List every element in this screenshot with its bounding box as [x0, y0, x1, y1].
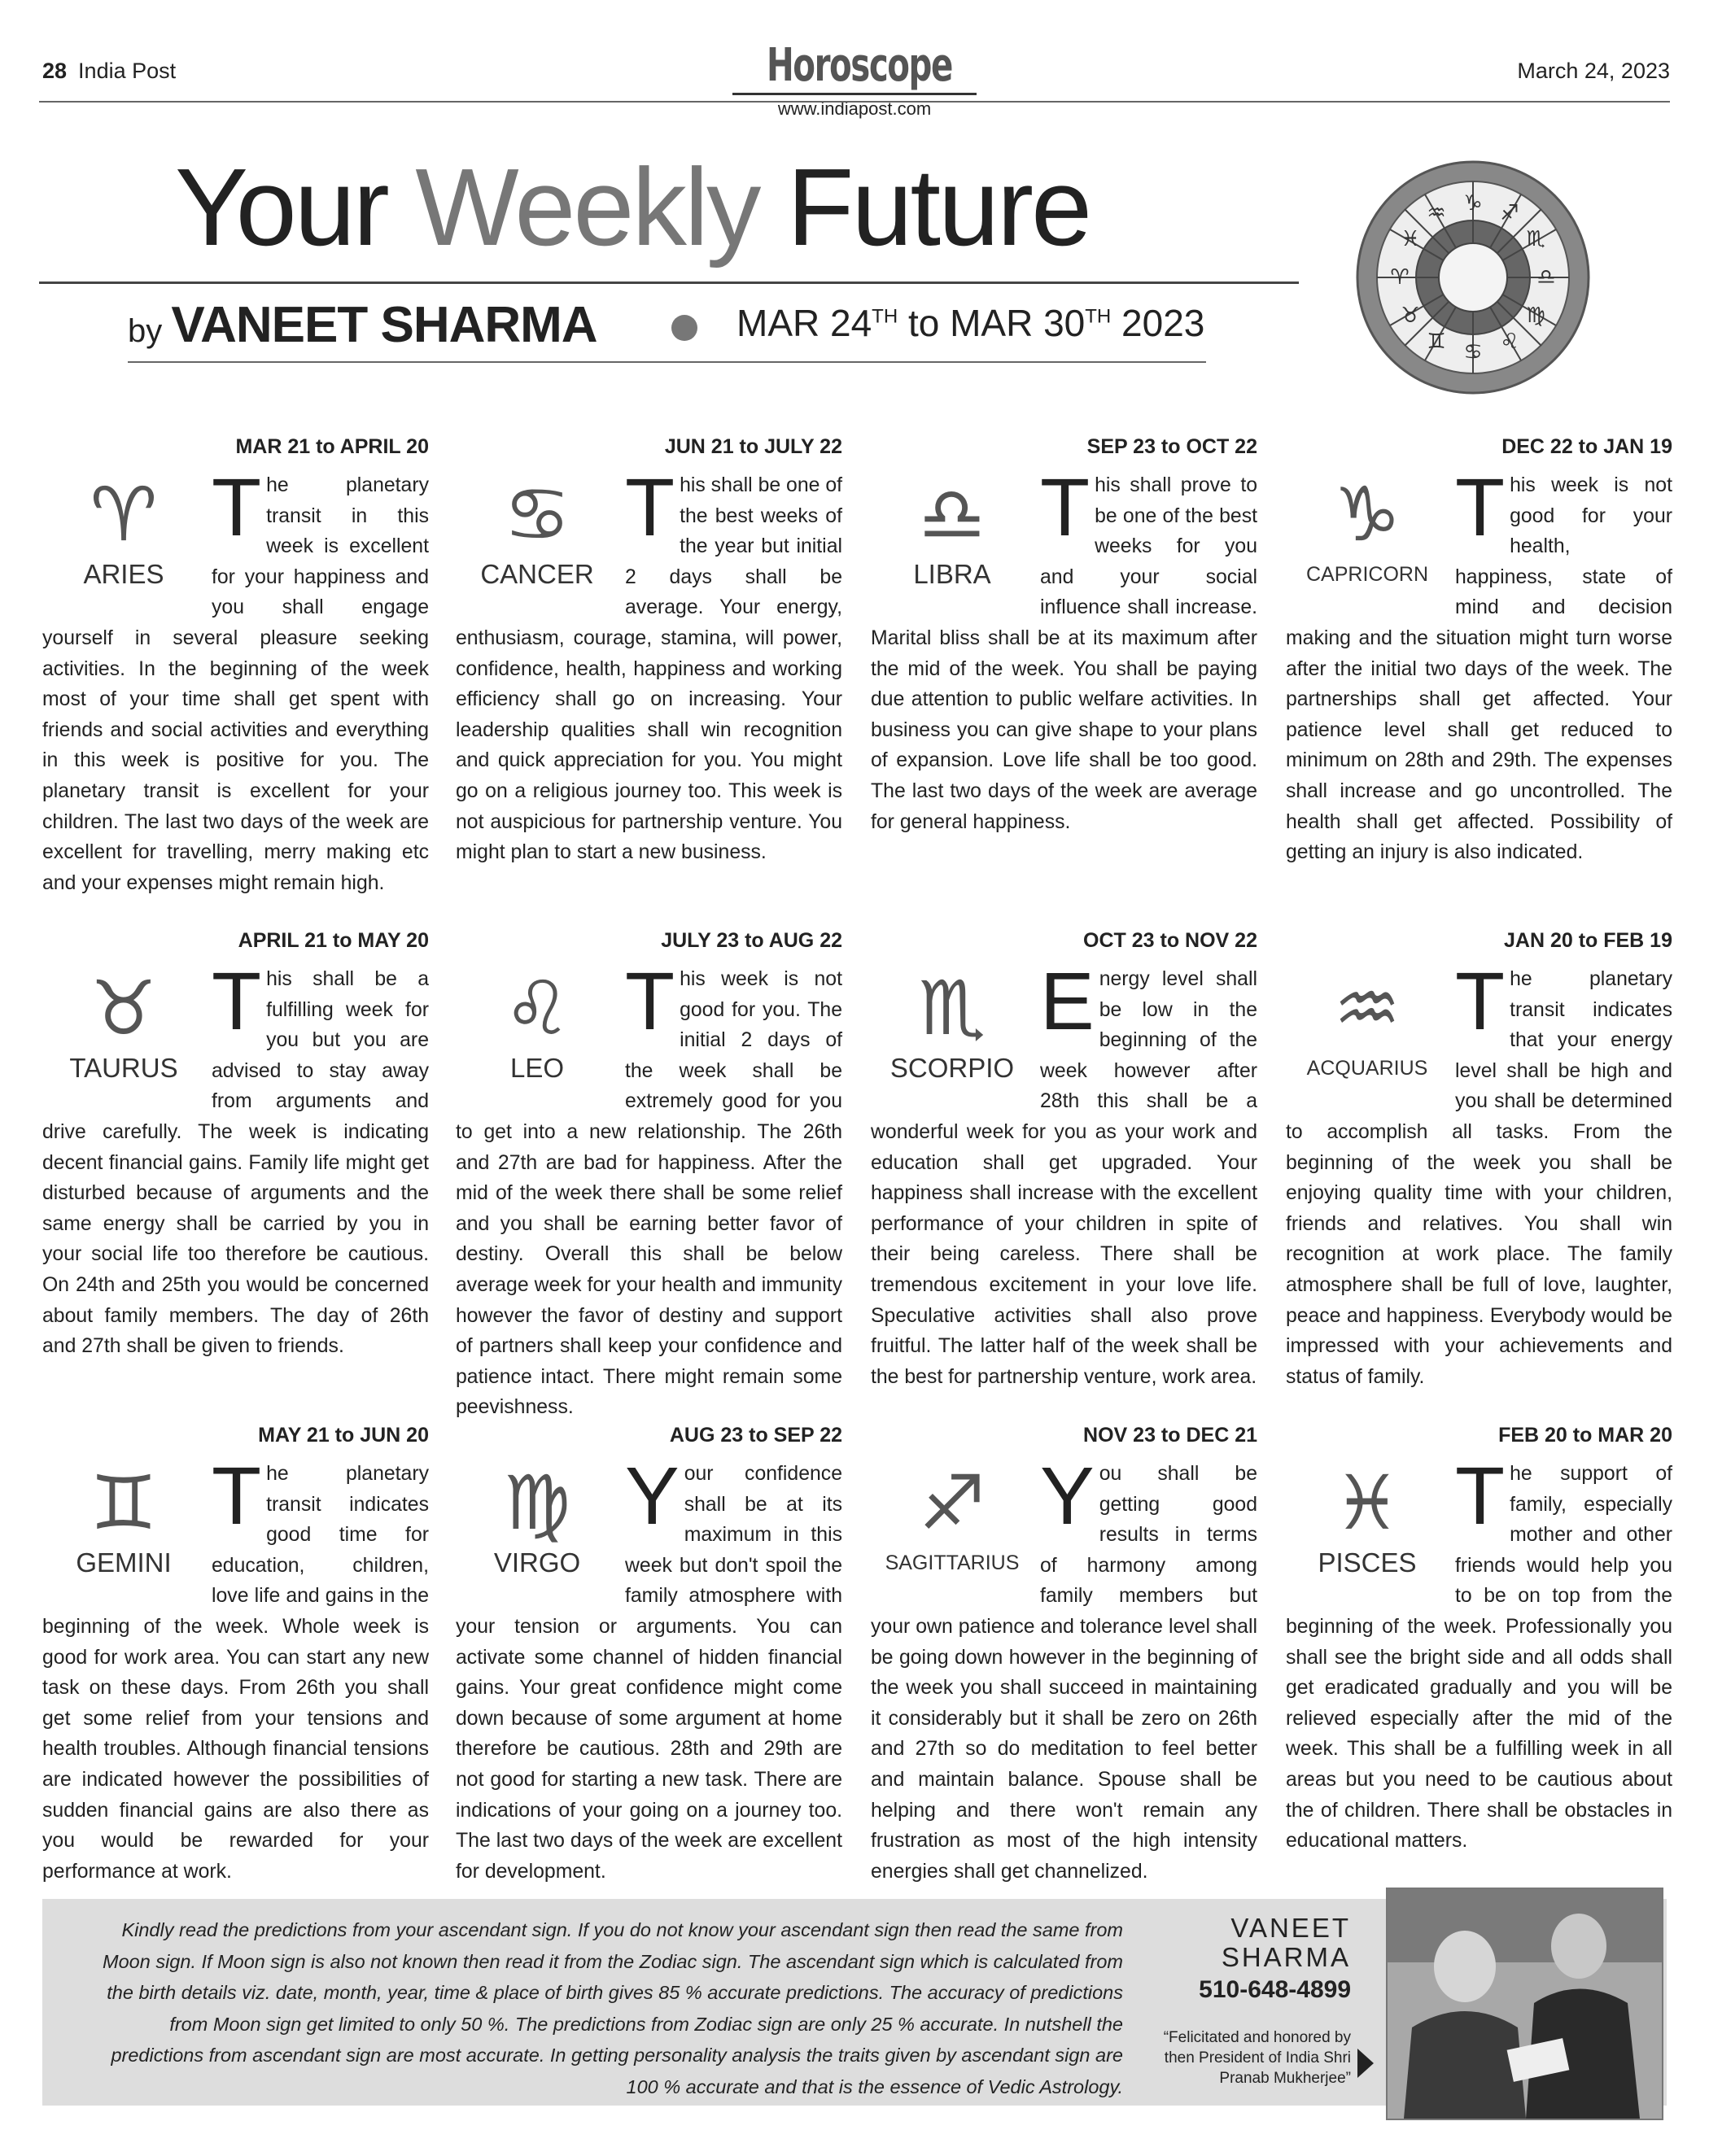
title-rule: [39, 282, 1299, 284]
sign-name: LIBRA: [913, 559, 991, 589]
svg-text:♊: ♊: [1427, 330, 1446, 354]
sign-libra: [871, 430, 1257, 837]
sign-date-range: APRIL 21 to MAY 20: [238, 929, 429, 952]
taurus-icon: [42, 964, 205, 1102]
sign-cancer: [456, 430, 842, 868]
byline: [128, 295, 597, 362]
cancer-icon: [456, 470, 618, 609]
sign-prediction: You shall be getting good results in terms of harmony among family members but your own patience and tolerance level shall be going down however in the beginning of the week you shall succeed in maintaining it considerably but it shall be zero on 26th and 27th so do meditation to feel better and maintain balance. Spouse shall be helping and there won't remain any frustration as most of the high intensity energies shall get channelized.: [871, 1451, 1257, 1883]
virgo-icon: [456, 1459, 618, 1597]
photo-image: [1388, 1889, 1662, 2119]
sign-date-range: DEC 22 to JAN 19: [1501, 435, 1672, 458]
author-name: VANEET SHARMA: [171, 297, 597, 353]
zodiac-glyph: ♊: [90, 1460, 158, 1547]
pisces-icon: [1286, 1459, 1449, 1597]
week-range: [736, 301, 1204, 345]
sign-taurus: [42, 923, 429, 1362]
sign-sagittarius: [871, 1418, 1257, 1887]
sign-prediction: This week is not good for you. The initial 2 days of the week shall be extremely good for you to get into a new relationship. The 26th and 27th are bad for happiness. After the mid of the week there shall be some relief and you shall be earning better favor of destiny. Overall this shall be below average week for your health and immunity however the favor of destiny and support of partners shall keep your confidence and patience intact. There might remain some peevishness.: [456, 956, 842, 1419]
sign-date-range: AUG 23 to SEP 22: [669, 1424, 842, 1447]
page-number-value: 28: [42, 59, 68, 83]
publication-date: March 24, 2023: [1517, 59, 1670, 83]
zodiac-glyph: ♒: [1333, 965, 1401, 1052]
range-part-1: MAR 24: [736, 302, 872, 344]
sign-name: TAURUS: [69, 1053, 178, 1083]
byline-by: by: [128, 313, 163, 349]
sign-prediction: Your confidence shall be at its maximum in this week but don't spoil the family atmosphere with your tension or arguments. You can activate some channel of hidden financial gains. Your great confidence might come down because of some argument at home therefore be cautious. 28th and 29th are not good for starting a new task. There are indications of your going on a journey too. The last two days of the week are excellent for development.: [456, 1451, 842, 1883]
photo-caption: “Felicitated and honored by then President of India Shri Pranab Mukherjee”: [1163, 2029, 1351, 2087]
sign-prediction: This shall be a fulfilling week for you but you are advised to stay away from arguments and drive carefully. The week is indicating decent financial gains. Family life might get disturbed because of arguments and the same energy shall be carried by you in your social life too therefore be cautious. On 24th and 25th you would be concerned about family members. The day of 26th and 27th shall be given to friends.: [42, 956, 429, 1358]
page-title: [175, 146, 1091, 268]
sign-virgo: [456, 1418, 842, 1887]
sign-name: CAPRICORN: [1305, 563, 1428, 586]
sign-prediction: This shall prove to be one of the best weeks for you and your social influence shall increase. Marital bliss shall be at its maximum after the mid of the week. You shall be paying due attention to public welfare activities. In business you can give shape to your plans of expansion. Love life shall be too good. The last two days of the week are average for general happiness.: [871, 462, 1257, 833]
masthead: [732, 39, 977, 120]
title-word-1: Your: [175, 146, 387, 268]
range-sup-2: TH: [1085, 305, 1112, 328]
svg-text:♏: ♏: [1526, 227, 1545, 251]
sign-date-range: FEB 20 to MAR 20: [1498, 1424, 1672, 1447]
sign-scorpio: [871, 923, 1257, 1392]
svg-text:♎: ♎: [1536, 265, 1556, 290]
byline-bullet: [671, 315, 697, 341]
zodiac-glyph: ♉: [90, 965, 158, 1052]
top-rule: [39, 101, 1670, 103]
sign-pisces: [1286, 1418, 1672, 1857]
zodiac-glyph: ♌: [503, 965, 571, 1052]
caption-arrow-icon: [1357, 2049, 1374, 2078]
page-number: [42, 59, 176, 84]
zodiac-glyph: ♓: [1333, 1460, 1401, 1547]
sagittarius-icon: [871, 1459, 1034, 1597]
sign-name: SCORPIO: [889, 1053, 1015, 1083]
zodiac-glyph: ♋: [503, 471, 571, 558]
website-url: www.indiapost.com: [732, 93, 977, 120]
disclaimer-text: Kindly read the predictions from your ascendant sign. If you do not know your ascendant sign then read the same from Moon sign. If Moon sign is also not known then read it from the Zodiac sign. The ascendant sign which is calculated from the birth details viz. date, month, year, time & place of birth gives 85 % accurate predictions. The accuracy of predictions from Moon sign get limited to only 50 %. The predictions from Zodiac sign are only 25 % accurate. In nutshell the predictions from ascendant sign are most accurate. In getting personality analysis the traits given by ascendant sign are 100 % accurate and that is the essence of Vedic Astrology.: [103, 1919, 1123, 2097]
sign-gemini: [42, 1418, 429, 1887]
zodiac-glyph: ♑: [1333, 471, 1401, 558]
sign-prediction: The planetary transit in this week is excellent for your happiness and you shall engage yourself in several pleasure seeking activities. In the beginning of the week most of your time shall get spent with friends and social activities and everything in this week is positive for you. The planetary transit is excellent for your children. The last two days of the week are excellent for travelling, merry making etc and your expenses might remain high.: [42, 462, 429, 894]
range-part-3: 2023: [1111, 302, 1205, 344]
title-word-2: Weekly: [415, 146, 759, 268]
sign-prediction: Energy level shall be low in the beginning of the week however after 28th this shall be a wonderful week for you as your work and education shall get upgraded. Your happiness shall increase with the excellent performance of your children in spite of their being careless. There shall be tremendous excitement in your love life. Speculative activities shall also prove fruitful. The latter half of the week shall be the best for partnership venture, work area.: [871, 956, 1257, 1388]
scorpio-icon: [871, 964, 1034, 1102]
byline-rule: [128, 361, 1206, 363]
sign-name: PISCES: [1318, 1547, 1417, 1578]
svg-text:♓: ♓: [1401, 227, 1420, 251]
sign-capricorn: [1286, 430, 1672, 868]
sign-date-range: JULY 23 to AUG 22: [661, 929, 842, 952]
svg-text:♋: ♋: [1463, 340, 1483, 364]
sign-name: GEMINI: [76, 1547, 172, 1578]
sign-prediction: The planetary transit indicates that your energy level shall be high and you shall be determined to accomplish all tasks. From the beginning of the week you shall be enjoying quality time with your children, friends and relatives. You shall win recognition at work place. The family atmosphere shall be full of love, laughter, peace and happiness. Everybody would be impressed with your achievements and status of family.: [1286, 956, 1672, 1388]
sign-prediction: This shall be one of the best weeks of the year but initial 2 days shall be average. Your energy, enthusiasm, courage, stamina, will power, confidence, health, happiness and working efficiency shall go on increasing. Your leadership qualities shall win recognition and quick appreciation for you. You might go on a religious journey too. This week is not auspicious for partnership venture. You might plan to start a new business.: [456, 462, 842, 864]
svg-text:♉: ♉: [1401, 303, 1420, 328]
range-sup-1: TH: [872, 305, 898, 328]
sign-name: ACQUARIUS: [1306, 1057, 1428, 1080]
sign-date-range: JUN 21 to JULY 22: [664, 435, 842, 458]
sign-name: VIRGO: [493, 1547, 581, 1578]
zodiac-glyph: ♈: [90, 471, 158, 558]
svg-text:♒: ♒: [1427, 201, 1446, 225]
zodiac-glyph: ♍: [503, 1460, 571, 1547]
sign-aries: [42, 430, 429, 898]
sign-date-range: MAY 21 to JUN 20: [258, 1424, 429, 1447]
zodiac-glyph: ♎: [918, 471, 986, 558]
sign-name: SAGITTARIUS: [885, 1552, 1020, 1574]
sign-date-range: SEP 23 to OCT 22: [1086, 435, 1257, 458]
capricorn-icon: [1286, 470, 1449, 609]
sign-leo: [456, 923, 842, 1423]
sign-date-range: MAR 21 to APRIL 20: [235, 435, 429, 458]
acquarius-icon: [1286, 964, 1449, 1102]
svg-text:♑: ♑: [1463, 191, 1483, 216]
svg-text:♐: ♐: [1500, 201, 1519, 225]
section-title: Horoscope: [767, 39, 952, 92]
gemini-icon: [42, 1459, 205, 1597]
sign-date-range: OCT 23 to NOV 22: [1083, 929, 1257, 952]
sign-date-range: JAN 20 to FEB 19: [1503, 929, 1672, 952]
sign-name: ARIES: [83, 559, 164, 589]
sign-date-range: NOV 23 to DEC 21: [1083, 1424, 1257, 1447]
aries-icon: [42, 470, 205, 609]
svg-text:♍: ♍: [1526, 303, 1545, 328]
contact-first-name: VANEET: [1230, 1913, 1351, 1943]
libra-icon: [871, 470, 1034, 609]
svg-text:♈: ♈: [1390, 265, 1410, 290]
publication-name: India Post: [78, 59, 177, 83]
contact-block: [1139, 1914, 1351, 2088]
leo-icon: [456, 964, 618, 1102]
felicitation-photo: [1386, 1888, 1663, 2120]
svg-text:♌: ♌: [1500, 330, 1519, 354]
zodiac-glyph: ♏: [918, 965, 986, 1052]
sign-prediction: The planetary transit indicates good time for education, children, love life and gains in the beginning of the week. Whole week is good for work area. You can start any new task on these days. From 26th you shall get some relief from your tensions and health troubles. Although financial tensions are indicated however the possibilities of sudden financial gains are also there as you would be rewarded for your performance at work.: [42, 1451, 429, 1883]
zodiac-wheel-icon: [1355, 159, 1591, 395]
sign-acquarius: [1286, 923, 1672, 1392]
sign-name: LEO: [509, 1053, 565, 1083]
sign-name: CANCER: [480, 559, 594, 589]
sign-prediction: The support of family, especially mother and other friends would help you to be on top from the beginning of the week. Professionally you shall see the bright side and all odds shall get eradicated gradually and you will be relieved especially after the mid of the week. This shall be a fulfilling week in all areas but you need to be cautious about the of children. There shall be obstacles in educational matters.: [1286, 1451, 1672, 1853]
range-part-2: to MAR 30: [898, 302, 1086, 344]
contact-phone: 510-648-4899: [1199, 1976, 1351, 2003]
sign-prediction: This week is not good for your health, happiness, state of mind and decision making and the situation might turn worse after the initial two days of the week. The partnerships shall get affected. Your patience level shall get reduced to minimum on 28th and 29th. The expenses shall increase and go uncontrolled. The health shall get affected. Possibility of getting an injury is also indicated.: [1286, 462, 1672, 864]
contact-last-name: SHARMA: [1221, 1942, 1351, 1972]
title-word-3: Future: [786, 146, 1091, 268]
zodiac-glyph: ♐: [918, 1460, 986, 1547]
